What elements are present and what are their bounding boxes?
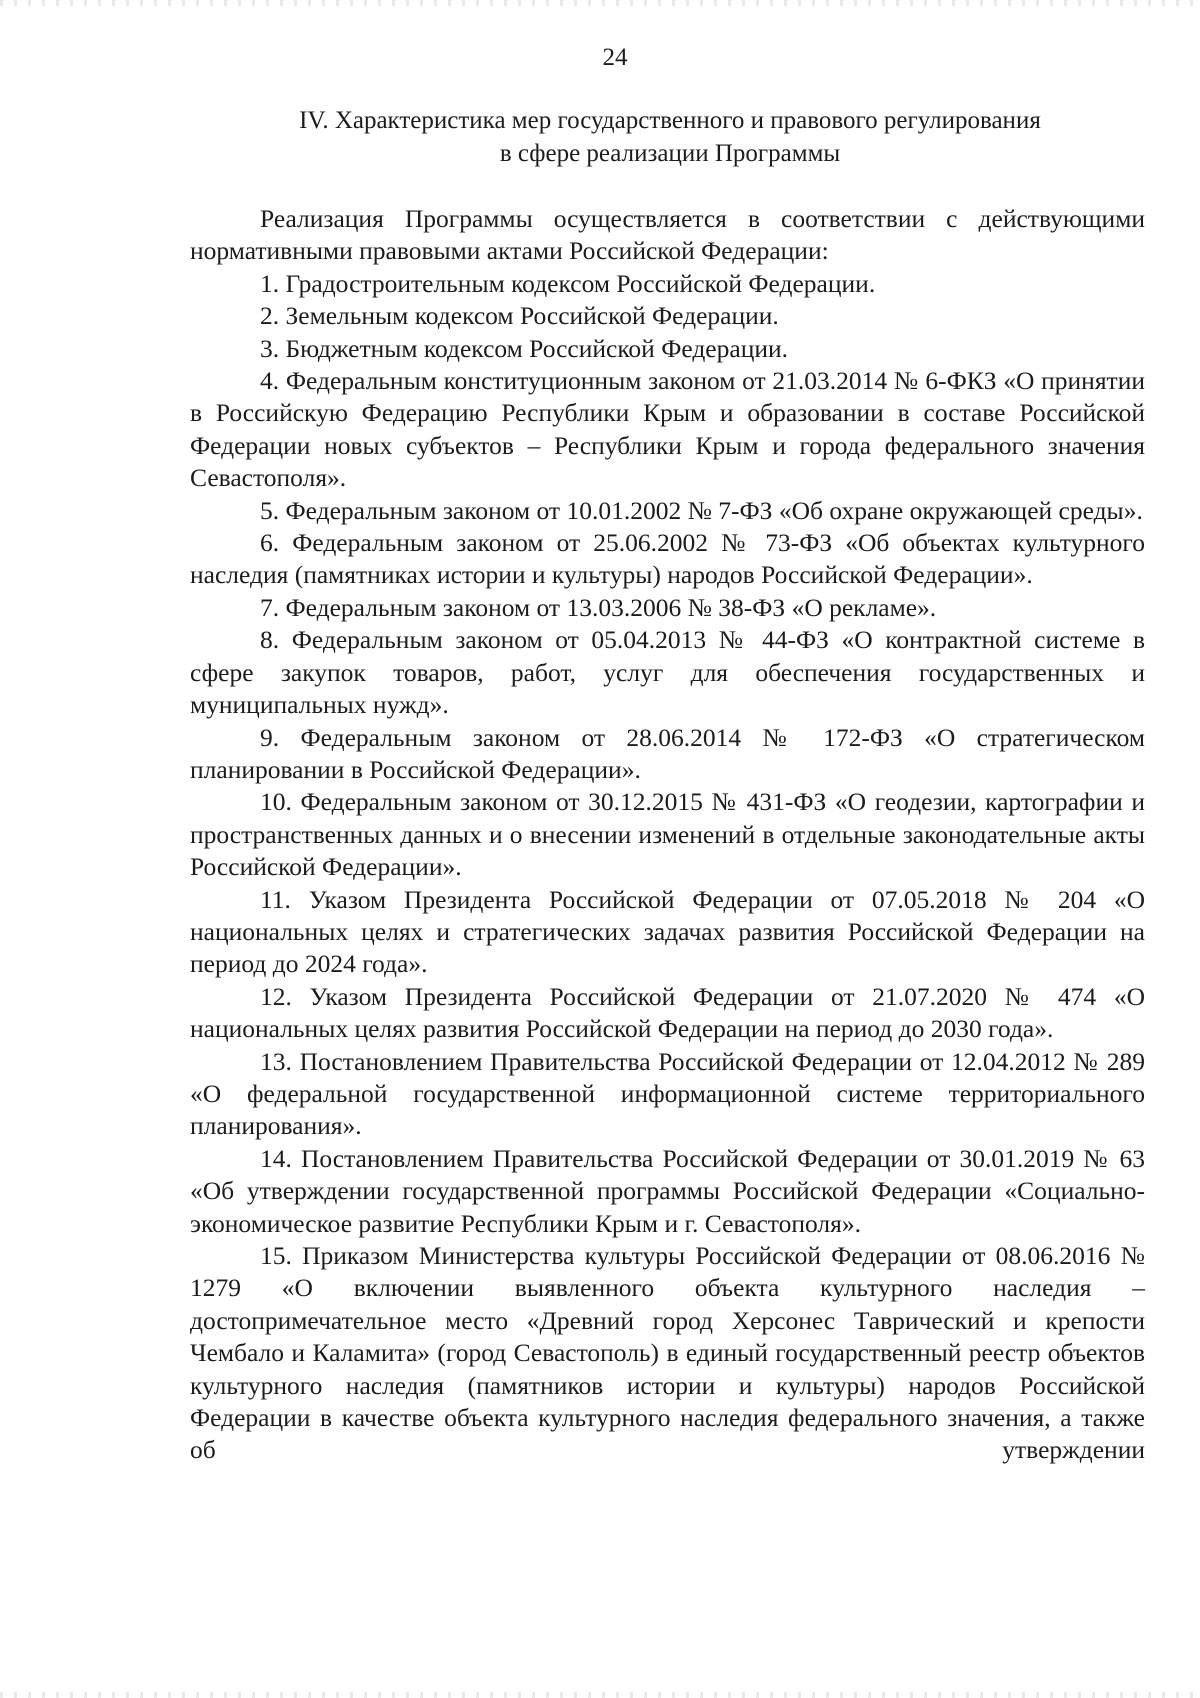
page-number: 24: [602, 44, 628, 71]
section-heading-line-1: IV. Характеристика мер государственного и правового регулирования: [299, 107, 1041, 134]
scan-edge-bottom: [0, 1692, 1200, 1698]
list-item: 7. Федеральным законом от 13.03.2006 № 38-ФЗ «О рекламе».: [260, 592, 937, 622]
list-item: 13. Постановлением Правительства Российской Федерации от 12.04.2012 № 289 «О федеральной государственной информационной системе территориального планирования».: [190, 1046, 1145, 1141]
list-item: 9. Федеральным законом от 28.06.2014 № 172-ФЗ «О стратегическом планировании в Российской Федерации».: [190, 722, 1145, 784]
list-item: 4. Федеральным конституционным законом от 21.03.2014 № 6-ФКЗ «О принятии в Российскую Федерацию Республики Крым и образовании в составе Российской Федерации новых субъектов – Республики Крым и города федерального значения Севастополя».: [190, 366, 1145, 493]
list-item: 2. Земельным кодексом Российской Федерации.: [260, 301, 779, 331]
list-item: 1. Градостроительным кодексом Российской Федерации.: [260, 268, 876, 298]
list-item: 14. Постановлением Правительства Российской Федерации от 30.01.2019 № 63 «Об утверждении государственной программы Российской Федерации «Социально-экономическое развитие Республики Крым и г. Севастополя».: [190, 1143, 1145, 1238]
list-item: 6. Федеральным законом от 25.06.2002 № 73-ФЗ «Об объектах культурного наследия (памятниках истории и культуры) народов Российской Федерации».: [190, 528, 1145, 590]
section-heading: [190, 104, 1150, 170]
list-item: 11. Указом Президента Российской Федерации от 07.05.2018 № 204 «О национальных целях и стратегических задачах развития Российской Федерации на период до 2024 года».: [190, 884, 1145, 979]
section-heading-line-2: в сфере реализации Программы: [499, 140, 841, 167]
scan-edge-top: [0, 0, 1200, 6]
list-item: 10. Федеральным законом от 30.12.2015 № 431-ФЗ «О геодезии, картографии и пространственных данных и о внесении изменений в отдельные законодательные акты Российской Федерации».: [190, 787, 1145, 882]
document-body: [190, 203, 1145, 1467]
intro-paragraph: Реализация Программы осуществляется в соответствии с действующими нормативными правовыми актами Российской Федерации:: [190, 204, 1145, 266]
list-item: 15. Приказом Министерства культуры Российской Федерации от 08.06.2016 № 1279 «О включении выявленного объекта культурного наследия – достопримечательное место «Древний город Херсонес Таврический и крепости Чембало и Каламита» (город Севастополь) в единый государственный реестр объектов культурного наследия (памятников истории и культуры) народов Российской Федерации в качестве объекта культурного наследия федерального значения, а также об утверждении: [190, 1241, 1145, 1465]
list-item: 12. Указом Президента Российской Федерации от 21.07.2020 № 474 «О национальных целях развития Российской Федерации на период до 2030 года».: [190, 981, 1145, 1044]
list-item: 8. Федеральным законом от 05.04.2013 № 44-ФЗ «О контрактной системе в сфере закупок товаров, работ, услуг для обеспечения государственных и муниципальных нужд».: [190, 625, 1145, 720]
list-item: 5. Федеральным законом от 10.01.2002 № 7-ФЗ «Об охране окружающей среды».: [260, 495, 1143, 525]
list-item: 3. Бюджетным кодексом Российской Федерации.: [260, 333, 789, 363]
